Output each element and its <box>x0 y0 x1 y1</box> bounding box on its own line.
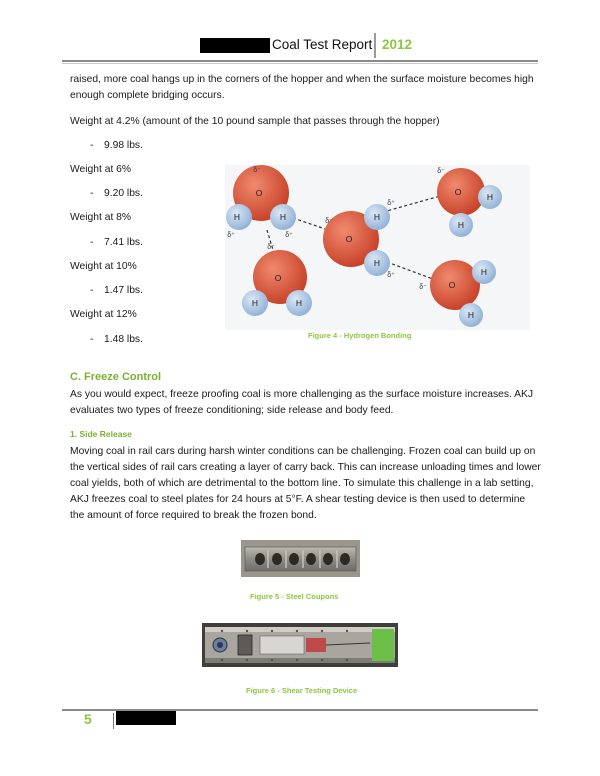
atom-label-h: H <box>457 220 465 230</box>
weights-intro: Weight at 4.2% (amount of the 10 pound sample that passes through the hopper) <box>70 116 440 127</box>
header-title: Coal Test Report <box>272 37 373 52</box>
figure-6-caption: Figure 6 - Shear Testing Device <box>246 686 358 695</box>
partial-charge-label: δ⁻ <box>437 168 445 175</box>
atom-label-o: O <box>274 273 282 283</box>
atom-label-h: H <box>279 212 287 222</box>
header-year: 2012 <box>382 37 413 52</box>
partial-charge-label: δ⁺ <box>227 232 235 239</box>
atom-label-o: O <box>255 188 263 198</box>
section-c-paragraph: As you would expect, freeze proofing coal is more challenging as the surface moisture increases. AKJ evaluates two types of freeze conditioning; side release and body feed. <box>70 389 534 416</box>
figure-5-caption: Figure 5 - Steel Coupons <box>250 592 339 601</box>
list-bullet: - <box>90 140 94 151</box>
side-release-paragraph: Moving coal in rail cars during harsh winter conditions can be challenging. Frozen coal can build up on the vertical sides of rail cars creating a layer of carry back. This can increase unloading times and lower coal yields, both of which are detrimental to the bottom line. To simulate this challenge in a lab setting, AKJ freezes coal to steel plates for 24 hours at 5°F. A shear testing device is then used to determine the amount of force required to break the frozen bond. <box>70 446 541 521</box>
steel-coupons-photo <box>241 540 360 577</box>
atom-label-h: H <box>233 212 241 222</box>
side-release-heading: 1. Side Release <box>70 429 132 439</box>
page-number: 5 <box>84 711 92 727</box>
partial-charge-label: δ⁺ <box>387 200 395 207</box>
partial-charge-label: δ⁻ <box>419 284 427 291</box>
partial-charge-label: δ⁻ <box>267 244 275 251</box>
shear-testing-device-photo <box>202 623 398 667</box>
atom-label-h: H <box>295 298 303 308</box>
weight-value-6: 9.20 lbs. <box>104 188 143 199</box>
hydrogen-bonding-figure <box>225 165 530 330</box>
partial-charge-label: δ⁻ <box>253 167 261 174</box>
figure-4-caption: Figure 4 - Hydrogen Bonding <box>308 331 412 340</box>
atom-label-o: O <box>345 234 353 244</box>
atom-label-o: O <box>454 187 462 197</box>
atom-label-h: H <box>373 212 381 222</box>
weight-label-12: Weight at 12% <box>70 309 137 320</box>
atom-label-h: H <box>373 258 381 268</box>
atom-label-h: H <box>467 310 475 320</box>
list-bullet: - <box>90 334 94 345</box>
weight-value-4-2: 9.98 lbs. <box>104 140 143 151</box>
weight-label-8: Weight at 8% <box>70 212 132 223</box>
weight-value-10: 1.47 lbs. <box>104 285 143 296</box>
weight-label-6: Weight at 6% <box>70 164 132 175</box>
atom-label-h: H <box>486 192 494 202</box>
intro-paragraph: raised, more coal hangs up in the corners of the hopper and when the surface moisture becomes high enough complete bridging occurs. <box>70 74 534 101</box>
footer-divider <box>113 713 114 729</box>
partial-charge-label: δ⁻ <box>325 218 333 225</box>
weight-value-12: 1.48 lbs. <box>104 334 143 345</box>
header-divider <box>374 33 376 58</box>
list-bullet: - <box>90 237 94 248</box>
section-c-heading: C. Freeze Control <box>70 371 162 383</box>
weight-value-8: 7.41 lbs. <box>104 237 143 248</box>
list-bullet: - <box>90 285 94 296</box>
atom-label-h: H <box>251 298 259 308</box>
header-redaction-block <box>200 38 270 53</box>
footer-redaction-block <box>116 711 176 725</box>
weight-label-10: Weight at 10% <box>70 261 137 272</box>
atom-label-o: O <box>448 280 456 290</box>
header-rule-secondary <box>62 63 538 64</box>
list-bullet: - <box>90 188 94 199</box>
atom-label-h: H <box>480 267 488 277</box>
partial-charge-label: δ⁺ <box>285 232 293 239</box>
partial-charge-label: δ⁺ <box>387 272 395 279</box>
header-rule <box>62 60 538 62</box>
